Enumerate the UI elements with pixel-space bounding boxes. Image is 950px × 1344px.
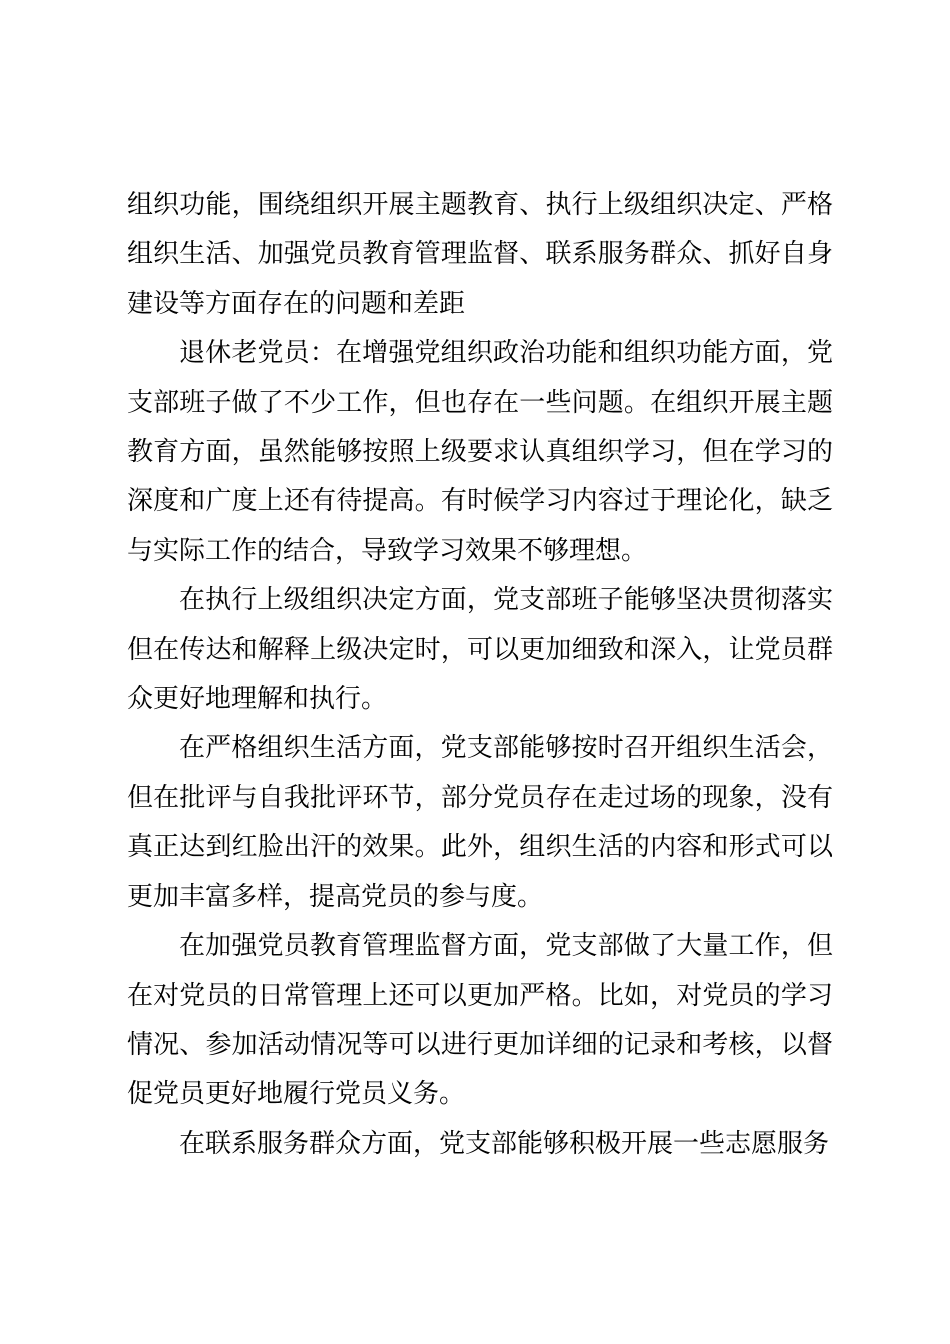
paragraph-retired-member-statement: 退休老党员：在增强党组织政治功能和组织功能方面，党支部班子做了不少工作，但也存在一些问题。在组织开展主题教育方面，虽然能够按照上级要求认真组织学习，但在学习的深度和广度上还有待提高。有时候学习内容过于理论化，缺乏与实际工作的结合，导致学习效果不够理想。 bbox=[127, 338, 833, 566]
paragraph-member-supervision: 在加强党员教育管理监督方面，党支部做了大量工作，但在对党员的日常管理上还可以更加严格。比如，对党员的学习情况、参加活动情况等可以进行更加详细的记录和考核，以督促党员更好地履行党员义务。 bbox=[127, 931, 833, 1110]
paragraph-serving-masses: 在联系服务群众方面，党支部能够积极开展一些志愿服务 bbox=[179, 1128, 830, 1159]
paragraph-continuation: 组织功能，围绕组织开展主题教育、执行上级组织决定、严格组织生活、加强党员教育管理监督、联系服务群众、抓好自身建设等方面存在的问题和差距 bbox=[127, 190, 833, 319]
paragraph-organizational-life: 在严格组织生活方面，党支部能够按时召开组织生活会，但在批评与自我批评环节，部分党员存在走过场的现象，没有真正达到红脸出汗的效果。此外，组织生活的内容和形式可以更加丰富多样，提高党员的参与度。 bbox=[127, 733, 833, 912]
paragraph-executing-decisions: 在执行上级组织决定方面，党支部班子能够坚决贯彻落实但在传达和解释上级决定时，可以更加细致和深入，让党员群众更好地理解和执行。 bbox=[127, 585, 833, 715]
document-body bbox=[127, 181, 833, 1169]
